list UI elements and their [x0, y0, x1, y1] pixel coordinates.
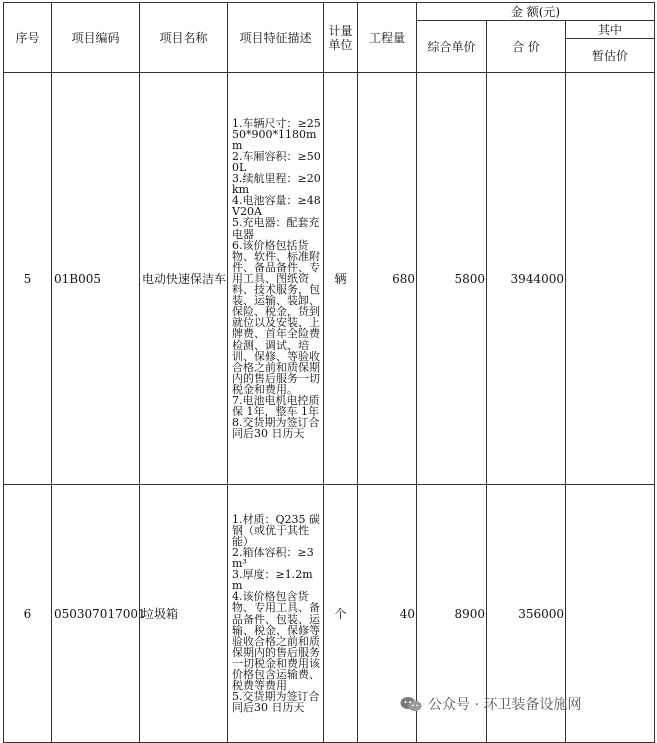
bill-of-quantities-table [3, 2, 655, 743]
header-unit-price: 综合单价 [417, 21, 487, 73]
row-code: 050307017001 [52, 485, 140, 743]
row-features [228, 485, 324, 743]
header-of-which: 其中 [566, 21, 655, 39]
row-unit-price: 5800 [417, 73, 487, 485]
row-quantity: 680 [358, 73, 417, 485]
header-row-1 [4, 3, 655, 21]
row-unit: 个 [324, 485, 358, 743]
watermark [400, 692, 581, 716]
row-unit: 辆 [324, 73, 358, 485]
table-row [4, 73, 655, 485]
feature-line: 6.该价格包括货物、软件、标准附件、备品备件、专用工具、图纸资料、技术服务，包装、运输、装卸、保险、税金，货到就位以及安装、上牌费、首年全险费检测、调试、培训、保修、等验收合格之前和质保期内的售后服务一切税金和费用。 [232, 238, 320, 396]
header-unit [324, 3, 358, 73]
row-seq: 5 [4, 73, 52, 485]
row-unit-price: 8900 [417, 485, 487, 743]
row-features [228, 73, 324, 485]
feature-line: 3.续航里程：≥20km [232, 172, 321, 197]
header-features: 项目特征描述 [228, 3, 324, 73]
header-quantity: 工程量 [358, 3, 417, 73]
feature-line: 5.交货期为签订合同后30 日历天 [232, 690, 320, 715]
feature-line: 8.交货期为签订合同后30 日历天 [232, 416, 320, 441]
row-total: 3944000 [487, 73, 566, 485]
row-total: 356000 [487, 485, 566, 743]
wechat-icon [400, 696, 422, 712]
header-seq: 序号 [4, 3, 52, 73]
header-code: 项目编码 [52, 3, 140, 73]
header-name: 项目名称 [140, 3, 228, 73]
feature-line: 4.电池容量：≥48V20A [232, 194, 321, 219]
header-total: 合 价 [487, 21, 566, 73]
feature-line: 5.充电器：配套充电器 [232, 216, 320, 241]
row-quantity: 40 [358, 485, 417, 743]
watermark-text: 公众号 · 环卫装备设施网 [428, 697, 582, 713]
feature-line: 1.车辆尺寸：≥2550*900*1180mm [232, 116, 321, 152]
feature-line: 4.该价格包含货物、专用工具、备品备件、包装、运输、税金、保修等验收合格之前和质保期内的售后服务一切税金和费用该价格包含运输费、税费等费用 [232, 590, 320, 693]
row-name: 电动快速保洁车 [140, 73, 228, 485]
row-provisional [566, 73, 655, 485]
feature-line: 2.车厢容积：≥500L [232, 149, 321, 175]
row-seq: 6 [4, 485, 52, 743]
row-name: 垃圾箱 [140, 485, 228, 743]
feature-line: 1.材质：Q235 碳钢（或优于其性能） [232, 512, 321, 548]
feature-line: 7.电池电机电控质保 1年，整车 1年 [232, 393, 320, 419]
header-unit-label: 计量单位 [328, 23, 353, 52]
header-provisional: 暂估价 [566, 39, 655, 73]
row-code: 01B005 [52, 73, 140, 485]
feature-line: 2.箱体容积：≥3m³ [232, 545, 314, 571]
feature-line: 3.厚度：≥1.2mm [232, 568, 313, 593]
header-amount: 金 额(元) [417, 3, 655, 21]
